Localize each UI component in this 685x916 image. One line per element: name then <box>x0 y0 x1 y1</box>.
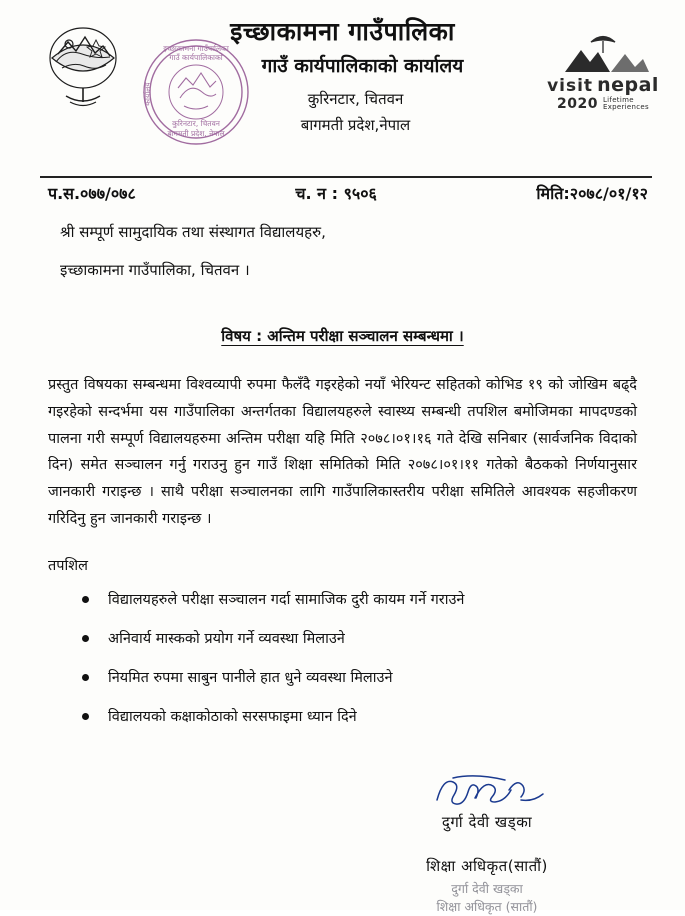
visit-nepal-logo <box>547 26 659 112</box>
organisation-name: इच्छाकामना गाउँपालिका <box>230 17 455 46</box>
letterhead <box>0 0 685 172</box>
chalani-number: च. न : ९५०६ <box>295 184 377 203</box>
patra-sankhya: प.स.०७७/०७८ <box>48 184 136 203</box>
recipient-line-1: श्री सम्पूर्ण सामुदायिक तथा संस्थागत विद्यालयहरु, <box>60 223 326 241</box>
svg-text:इच्छाकामना गाउँपालिका: इच्छाकामना गाउँपालिका <box>163 44 229 53</box>
body-paragraph: प्रस्तुत विषयका सम्बन्धमा विश्वव्यापी रुपमा फैलँदै गइरहेको नयाँ भेरियन्ट सहितको कोभिड १९ को जोखिम बढ्दै गइरहेको सन्दर्भमा यस गाउँपालिका अन्तर्गतका विद्यालयहरुले स्वास्थ्य सम्बन्धी तपशिल बमोजिमका मापदण्डको पालना गरी सम्पूर्ण विद्यालयहरुमा अन्तिम परीक्षा यहि मिति २०७८।०१।१६ गते देखि सनिबार (सार्वजनिक विदाको दिन) समेत सञ्चालन गर्नु गराउनु हुन गाउँ शिक्षा समितिको मिति २०७८।०१।११ गतेको बैठकको निर्णयानुसार जानकारी गराइन्छ । साथै परीक्षा सञ्चालनका लागि गाउँपालिकास्तरीय परीक्षा समितिले आवश्यक सहजीकरण गरिदिनु हुन जानकारी गराइन्छ । <box>48 377 637 528</box>
tapasil-heading: तपशिल <box>48 557 88 574</box>
visit-text: visit <box>547 76 594 96</box>
organisation-subtitle: गाउँ कार्यपालिकाको कार्यालय <box>261 55 464 78</box>
reference-line <box>48 182 648 204</box>
list-item: विद्यालयहरुले परीक्षा सञ्चालन गर्दा सामाजिक दुरी कायम गर्ने गराउने <box>82 589 637 612</box>
nepal-text: nepal <box>597 74 659 96</box>
signature-block <box>337 770 637 916</box>
recipient-line-2: इच्छाकामना गाउँपालिका, चितवन । <box>60 261 250 279</box>
svg-text:कार्यालय: कार्यालय <box>143 82 152 106</box>
signature-rubber-stamp <box>337 880 637 916</box>
stamp-line-2: शिक्षा अधिकृत (सातौं) <box>436 899 538 915</box>
list-item: विद्यालयको कक्षाकोठाको सरसफाइमा ध्यान दिने <box>82 706 637 729</box>
tapasil-list <box>48 589 637 730</box>
stamp-line-1: दुर्गा देवी खड्का <box>451 881 523 896</box>
subject-line: विषय : अन्तिम परीक्षा सञ्चालन सम्बन्धमा । <box>221 327 464 345</box>
tagline-line-2: Experiences <box>602 103 649 112</box>
header-divider <box>40 176 652 178</box>
year-text: 2020 <box>557 96 598 112</box>
address-line-2: बागमती प्रदेश,नेपाल <box>300 116 411 135</box>
svg-text:बागमती प्रदेश, नेपाल: बागमती प्रदेश, नेपाल <box>167 129 225 138</box>
letter-date: मिति:२०७८/०१/१२ <box>536 184 648 203</box>
signer-title: शिक्षा अधिकृत(सातौं) <box>426 857 548 875</box>
list-item: अनिवार्य मास्कको प्रयोग गर्ने व्यवस्था मिलाउने <box>82 628 637 651</box>
mountain-umbrella-icon <box>551 26 655 74</box>
address-line-1: कुरिनटार, चितवन <box>307 90 404 109</box>
svg-text:गाउँ कार्यपालिकाको: गाउँ कार्यपालिकाको <box>169 53 223 62</box>
signer-name: दुर्गा देवी खड्का <box>441 813 533 831</box>
tagline-line-1: Lifetime <box>602 95 634 104</box>
list-item: नियमित रुपमा साबुन पानीले हात धुने व्यवस्था मिलाउने <box>82 667 637 690</box>
svg-text:कुरिनटार, चितवन: कुरिनटार, चितवन <box>172 119 220 128</box>
letter-body <box>0 222 685 746</box>
handwritten-signature <box>337 770 637 808</box>
